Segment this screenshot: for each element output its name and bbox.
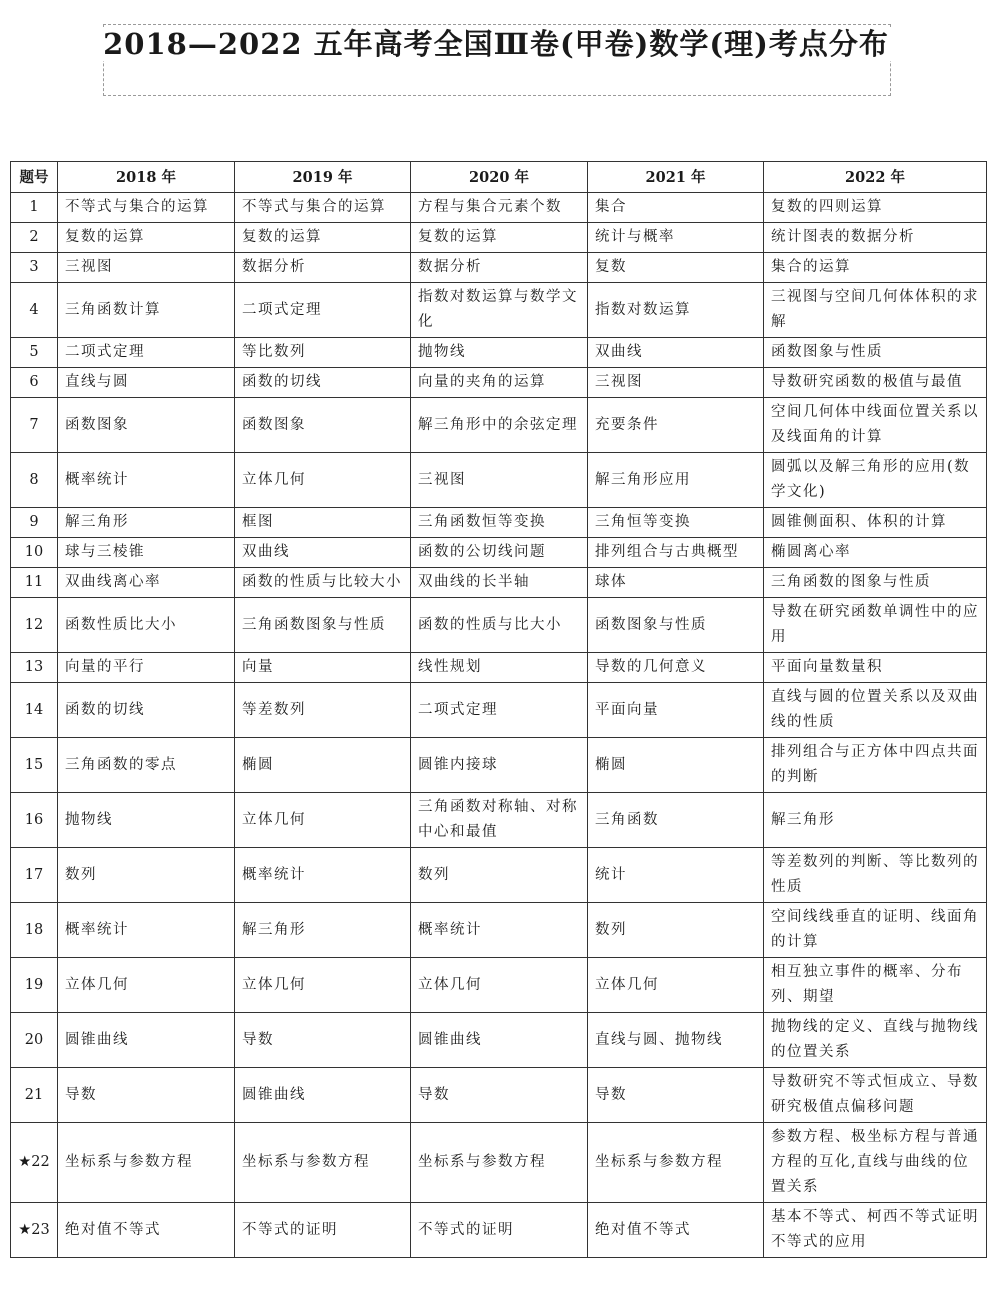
topic-cell: 直线与圆的位置关系以及双曲线的性质 bbox=[764, 683, 987, 738]
topic-cell: 函数的切线 bbox=[235, 368, 411, 398]
topic-cell: 双曲线 bbox=[588, 338, 764, 368]
topic-cell: 三视图 bbox=[58, 253, 235, 283]
topic-cell: 导数的几何意义 bbox=[588, 653, 764, 683]
topic-cell: 复数的运算 bbox=[235, 223, 411, 253]
topic-cell: 椭圆离心率 bbox=[764, 538, 987, 568]
topic-cell: 立体几何 bbox=[588, 958, 764, 1013]
topic-cell: 圆锥曲线 bbox=[58, 1013, 235, 1068]
table-header-row bbox=[11, 162, 987, 193]
topic-cell: 三角函数的图象与性质 bbox=[764, 568, 987, 598]
table-row bbox=[11, 738, 987, 793]
header-year: 2022 年 bbox=[764, 162, 987, 193]
topic-cell: 线性规划 bbox=[411, 653, 588, 683]
topic-cell: 概率统计 bbox=[235, 848, 411, 903]
table-row bbox=[11, 1203, 987, 1258]
table-row bbox=[11, 793, 987, 848]
table-row bbox=[11, 598, 987, 653]
table-row bbox=[11, 568, 987, 598]
topic-cell: 数列 bbox=[411, 848, 588, 903]
topic-cell: 三角函数图象与性质 bbox=[235, 598, 411, 653]
topic-cell: 导数 bbox=[411, 1068, 588, 1123]
topic-cell: 导数 bbox=[235, 1013, 411, 1068]
table-row bbox=[11, 903, 987, 958]
table-row bbox=[11, 398, 987, 453]
question-number-cell: 4 bbox=[11, 283, 58, 338]
question-number-cell: 14 bbox=[11, 683, 58, 738]
topic-cell: 函数图象与性质 bbox=[588, 598, 764, 653]
topic-cell: 立体几何 bbox=[58, 958, 235, 1013]
table-row bbox=[11, 538, 987, 568]
topic-cell: 立体几何 bbox=[235, 453, 411, 508]
question-number-cell: ★22 bbox=[11, 1123, 58, 1203]
topic-cell: 概率统计 bbox=[58, 453, 235, 508]
table-row bbox=[11, 338, 987, 368]
question-number-cell: 5 bbox=[11, 338, 58, 368]
table-row bbox=[11, 193, 987, 223]
topic-cell: 解三角形 bbox=[764, 793, 987, 848]
question-number-cell: 16 bbox=[11, 793, 58, 848]
topic-cell: 复数的四则运算 bbox=[764, 193, 987, 223]
question-number-cell: 1 bbox=[11, 193, 58, 223]
topic-cell: 向量的平行 bbox=[58, 653, 235, 683]
topic-cell: 排列组合与古典概型 bbox=[588, 538, 764, 568]
topic-cell: 复数的运算 bbox=[58, 223, 235, 253]
topic-cell: 概率统计 bbox=[58, 903, 235, 958]
topic-cell: 等比数列 bbox=[235, 338, 411, 368]
topic-cell: 概率统计 bbox=[411, 903, 588, 958]
topic-cell: 三视图 bbox=[411, 453, 588, 508]
topic-cell: 数列 bbox=[58, 848, 235, 903]
topic-cell: 双曲线 bbox=[235, 538, 411, 568]
topic-cell: 绝对值不等式 bbox=[588, 1203, 764, 1258]
topic-cell: 相互独立事件的概率、分布列、期望 bbox=[764, 958, 987, 1013]
topic-cell: 直线与圆 bbox=[58, 368, 235, 398]
question-number-cell: 15 bbox=[11, 738, 58, 793]
topic-cell: 三角函数对称轴、对称中心和最值 bbox=[411, 793, 588, 848]
topic-cell: 指数对数运算与数学文化 bbox=[411, 283, 588, 338]
topic-cell: 三角函数 bbox=[588, 793, 764, 848]
topic-cell: 函数性质比大小 bbox=[58, 598, 235, 653]
topic-cell: 三角函数计算 bbox=[58, 283, 235, 338]
topic-cell: 基本不等式、柯西不等式证明不等式的应用 bbox=[764, 1203, 987, 1258]
topic-cell: 坐标系与参数方程 bbox=[58, 1123, 235, 1203]
question-number-cell: ★23 bbox=[11, 1203, 58, 1258]
topic-cell: 坐标系与参数方程 bbox=[411, 1123, 588, 1203]
topic-cell: 不等式与集合的运算 bbox=[58, 193, 235, 223]
topic-cell: 三角恒等变换 bbox=[588, 508, 764, 538]
topic-cell: 圆锥侧面积、体积的计算 bbox=[764, 508, 987, 538]
topic-cell: 双曲线的长半轴 bbox=[411, 568, 588, 598]
question-number-cell: 8 bbox=[11, 453, 58, 508]
topic-cell: 球体 bbox=[588, 568, 764, 598]
question-number-cell: 10 bbox=[11, 538, 58, 568]
topic-cell: 参数方程、极坐标方程与普通方程的互化,直线与曲线的位置关系 bbox=[764, 1123, 987, 1203]
topic-cell: 二项式定理 bbox=[58, 338, 235, 368]
table-row bbox=[11, 1068, 987, 1123]
topic-cell: 椭圆 bbox=[235, 738, 411, 793]
question-number-cell: 21 bbox=[11, 1068, 58, 1123]
topic-cell: 不等式的证明 bbox=[411, 1203, 588, 1258]
topic-cell: 空间线线垂直的证明、线面角的计算 bbox=[764, 903, 987, 958]
topic-cell: 导数研究不等式恒成立、导数研究极值点偏移问题 bbox=[764, 1068, 987, 1123]
question-number-cell: 19 bbox=[11, 958, 58, 1013]
topic-cell: 圆弧以及解三角形的应用(数学文化) bbox=[764, 453, 987, 508]
topic-cell: 统计与概率 bbox=[588, 223, 764, 253]
topic-cell: 集合的运算 bbox=[764, 253, 987, 283]
topic-cell: 导数研究函数的极值与最值 bbox=[764, 368, 987, 398]
topic-cell: 抛物线的定义、直线与抛物线的位置关系 bbox=[764, 1013, 987, 1068]
topic-cell: 数列 bbox=[588, 903, 764, 958]
header-year: 2019 年 bbox=[235, 162, 411, 193]
topic-cell: 向量的夹角的运算 bbox=[411, 368, 588, 398]
topic-cell: 空间几何体中线面位置关系以及线面角的计算 bbox=[764, 398, 987, 453]
header-year: 2020 年 bbox=[411, 162, 588, 193]
topic-cell: 双曲线离心率 bbox=[58, 568, 235, 598]
topic-cell: 二项式定理 bbox=[235, 283, 411, 338]
topic-cell: 解三角形 bbox=[235, 903, 411, 958]
table-body bbox=[11, 193, 987, 1258]
table-row bbox=[11, 958, 987, 1013]
table-row bbox=[11, 508, 987, 538]
question-number-cell: 3 bbox=[11, 253, 58, 283]
topic-cell: 等差数列 bbox=[235, 683, 411, 738]
topic-cell: 数据分析 bbox=[235, 253, 411, 283]
table-row bbox=[11, 368, 987, 398]
topic-cell: 立体几何 bbox=[411, 958, 588, 1013]
question-number-cell: 9 bbox=[11, 508, 58, 538]
topic-cell: 方程与集合元素个数 bbox=[411, 193, 588, 223]
topic-cell: 导数 bbox=[58, 1068, 235, 1123]
topic-cell: 函数图象 bbox=[58, 398, 235, 453]
topic-cell: 绝对值不等式 bbox=[58, 1203, 235, 1258]
topic-cell: 框图 bbox=[235, 508, 411, 538]
topic-cell: 导数在研究函数单调性中的应用 bbox=[764, 598, 987, 653]
question-number-cell: 18 bbox=[11, 903, 58, 958]
header-year: 2021 年 bbox=[588, 162, 764, 193]
question-number-cell: 12 bbox=[11, 598, 58, 653]
topic-cell: 解三角形应用 bbox=[588, 453, 764, 508]
topic-cell: 球与三棱锥 bbox=[58, 538, 235, 568]
question-number-cell: 20 bbox=[11, 1013, 58, 1068]
topic-cell: 导数 bbox=[588, 1068, 764, 1123]
table-row bbox=[11, 653, 987, 683]
topic-cell: 三视图与空间几何体体积的求解 bbox=[764, 283, 987, 338]
page-title: 2018—2022 五年高考全国Ⅲ卷(甲卷)数学(理)考点分布 bbox=[0, 22, 992, 66]
topic-cell: 复数的运算 bbox=[411, 223, 588, 253]
topic-cell: 圆锥曲线 bbox=[235, 1068, 411, 1123]
topic-cell: 不等式与集合的运算 bbox=[235, 193, 411, 223]
topic-cell: 立体几何 bbox=[235, 958, 411, 1013]
topic-cell: 统计图表的数据分析 bbox=[764, 223, 987, 253]
table-row bbox=[11, 223, 987, 253]
topic-cell: 函数图象与性质 bbox=[764, 338, 987, 368]
table-row bbox=[11, 848, 987, 903]
topic-cell: 排列组合与正方体中四点共面的判断 bbox=[764, 738, 987, 793]
question-number-cell: 11 bbox=[11, 568, 58, 598]
topic-cell: 统计 bbox=[588, 848, 764, 903]
topic-cell: 三角函数的零点 bbox=[58, 738, 235, 793]
topic-cell: 函数的切线 bbox=[58, 683, 235, 738]
question-number-cell: 7 bbox=[11, 398, 58, 453]
topic-cell: 函数的性质与比较大小 bbox=[235, 568, 411, 598]
question-number-cell: 6 bbox=[11, 368, 58, 398]
question-number-cell: 2 bbox=[11, 223, 58, 253]
topic-cell: 复数 bbox=[588, 253, 764, 283]
topic-cell: 抛物线 bbox=[411, 338, 588, 368]
topic-cell: 二项式定理 bbox=[411, 683, 588, 738]
topic-cell: 抛物线 bbox=[58, 793, 235, 848]
table-row bbox=[11, 253, 987, 283]
topic-cell: 椭圆 bbox=[588, 738, 764, 793]
topic-cell: 立体几何 bbox=[235, 793, 411, 848]
question-number-cell: 13 bbox=[11, 653, 58, 683]
table-row bbox=[11, 1013, 987, 1068]
topic-cell: 数据分析 bbox=[411, 253, 588, 283]
topic-cell: 等差数列的判断、等比数列的性质 bbox=[764, 848, 987, 903]
table-row bbox=[11, 1123, 987, 1203]
topic-cell: 不等式的证明 bbox=[235, 1203, 411, 1258]
table-row bbox=[11, 453, 987, 508]
topic-cell: 函数的公切线问题 bbox=[411, 538, 588, 568]
exam-topic-table bbox=[10, 161, 987, 1258]
topic-cell: 充要条件 bbox=[588, 398, 764, 453]
topic-cell: 函数的性质与比大小 bbox=[411, 598, 588, 653]
header-question-number: 题号 bbox=[11, 162, 58, 193]
topic-cell: 指数对数运算 bbox=[588, 283, 764, 338]
topic-cell: 平面向量数量积 bbox=[764, 653, 987, 683]
topic-cell: 三角函数恒等变换 bbox=[411, 508, 588, 538]
topic-cell: 解三角形中的余弦定理 bbox=[411, 398, 588, 453]
title-banner bbox=[0, 0, 992, 140]
topic-cell: 解三角形 bbox=[58, 508, 235, 538]
header-year: 2018 年 bbox=[58, 162, 235, 193]
topic-cell: 直线与圆、抛物线 bbox=[588, 1013, 764, 1068]
topic-cell: 平面向量 bbox=[588, 683, 764, 738]
topic-cell: 三视图 bbox=[588, 368, 764, 398]
topic-cell: 集合 bbox=[588, 193, 764, 223]
topic-cell: 向量 bbox=[235, 653, 411, 683]
topic-cell: 坐标系与参数方程 bbox=[235, 1123, 411, 1203]
topic-cell: 坐标系与参数方程 bbox=[588, 1123, 764, 1203]
question-number-cell: 17 bbox=[11, 848, 58, 903]
topic-cell: 圆锥曲线 bbox=[411, 1013, 588, 1068]
topic-cell: 函数图象 bbox=[235, 398, 411, 453]
topic-cell: 圆锥内接球 bbox=[411, 738, 588, 793]
table-row bbox=[11, 283, 987, 338]
table-row bbox=[11, 683, 987, 738]
